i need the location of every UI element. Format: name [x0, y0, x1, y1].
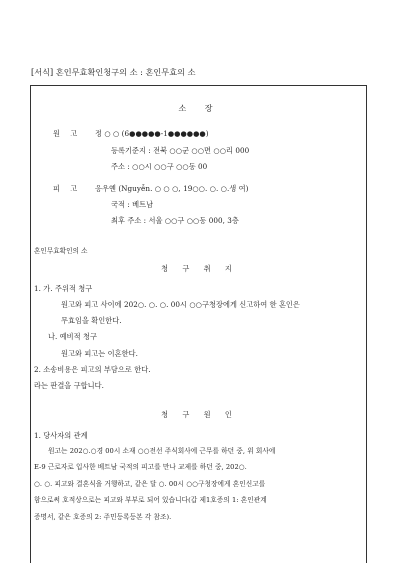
complaint-document [30, 85, 367, 563]
claim-purpose-line: 무효임을 확인한다. [61, 316, 122, 325]
defendant-role: 피 고 [53, 184, 82, 193]
defendant-name: 응우옌 (Nguyễn. ○ ○ ○, 19○○. ○. ○.생 여) [95, 184, 249, 193]
form-label: [서식] 혼인무효확인청구의 소 : 혼인무효의 소 [31, 67, 196, 77]
claim-cause-line: ○. ○. 피고와 결혼식을 거행하고, 같은 달 ○. 00시 ○○구청장에게 혼인신고를 [34, 480, 266, 488]
plaintiff-registry: 등록기준지 : 전북 ○○군 ○○면 ○○리 000 [111, 146, 250, 155]
claim-purpose-line: 원고와 피고는 이혼한다. [61, 349, 138, 358]
claim-cause-line: 1. 당사자의 관계 [34, 431, 88, 440]
claim-purpose-line: 라는 판결을 구합니다. [34, 381, 104, 390]
plaintiff-name: 정 ○ ○ (6●●●●●-1●●●●●●) [95, 129, 209, 138]
claim-cause-heading: 청 구 원 인 [161, 410, 238, 419]
claim-cause-line: 원고는 202○.○경 00시 소재 ○○전선 주식회사에 근무를 하던 중, 위 회사에 [48, 447, 276, 455]
claim-cause-line: E-9 근로자로 입사한 베트남 국적의 피고를 만나 교제를 하던 중, 202○. [34, 463, 247, 471]
claim-purpose-line: 원고와 피고 사이에 202○. ○. ○. 00시 ○○구청장에게 신고하여 한 혼인은 [61, 300, 300, 309]
case-name: 혼인무효확인의 소 [34, 247, 88, 255]
claim-cause-line: 증명서, 같은 호증의 2: 주민등록등본 각 참조). [34, 513, 172, 521]
claim-purpose-line: 1. 가. 주위적 청구 [34, 284, 93, 293]
plaintiff-address: 주소 : ○○시 ○○구 ○○동 00 [111, 162, 208, 171]
plaintiff-role: 원 고 [53, 129, 82, 138]
document-title: 소 장 [178, 104, 221, 113]
claim-purpose-heading: 청 구 취 지 [161, 264, 238, 273]
defendant-nationality: 국적 : 베트남 [111, 200, 154, 209]
claim-purpose-line: 나. 예비적 청구 [48, 332, 97, 341]
claim-cause-line: 함으로써 호적상으로는 피고와 부부로 되어 있습니다(갑 제1호증의 1: 혼인관계 [34, 496, 267, 504]
defendant-address: 최후 주소 : 서울 ○○구 ○○동 000, 3층 [111, 216, 239, 225]
claim-purpose-line: 2. 소송비용은 피고의 부담으로 한다. [34, 365, 151, 374]
